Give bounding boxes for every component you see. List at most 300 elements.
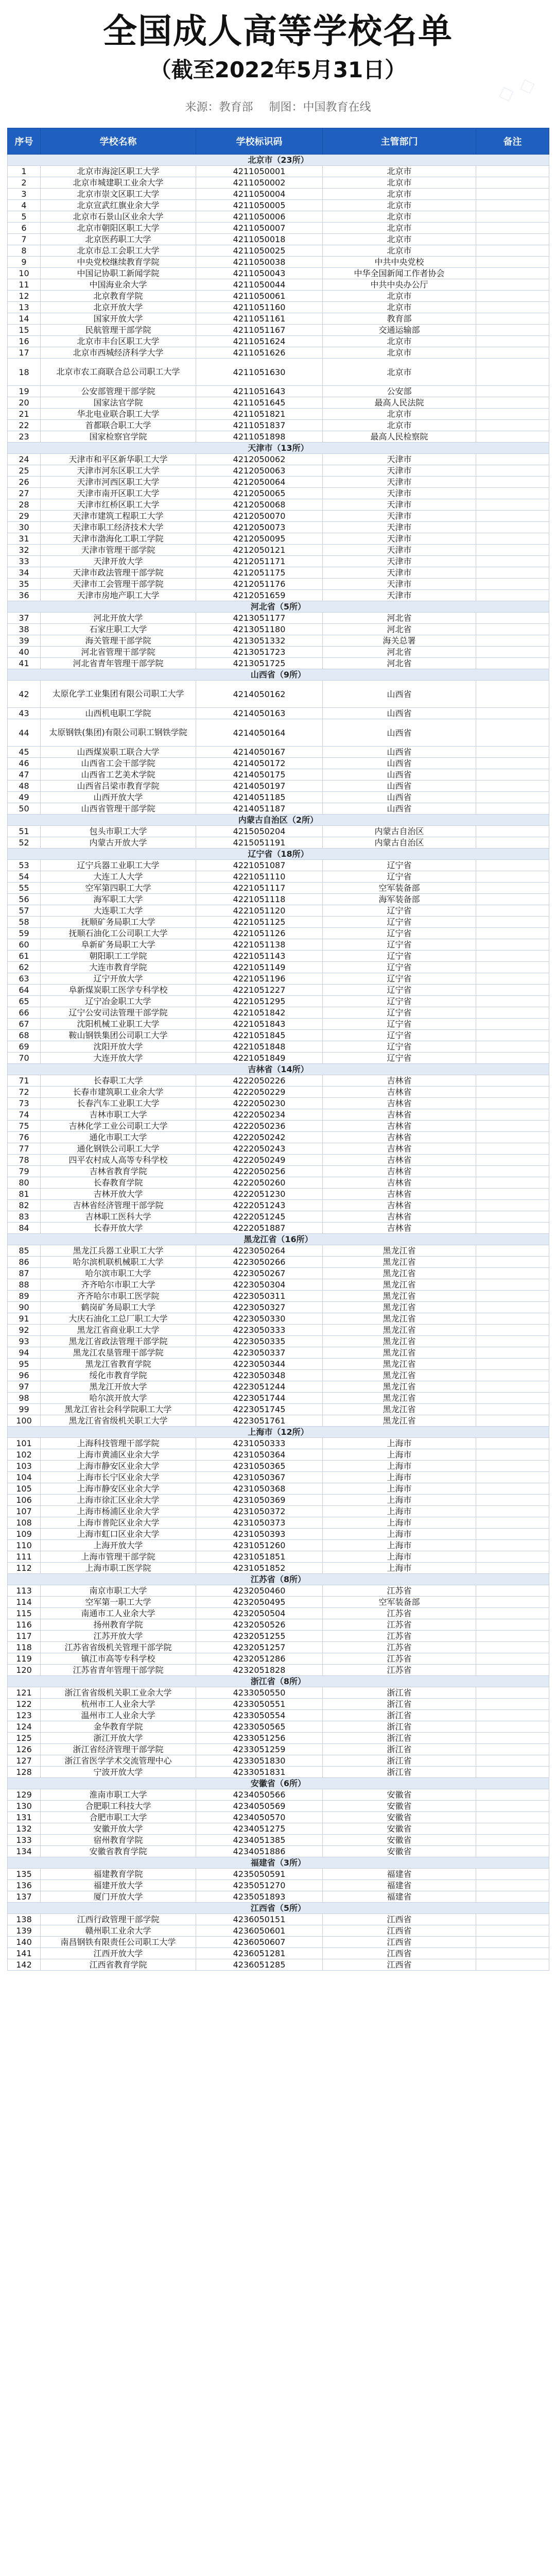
cell-remark [476,826,549,837]
cell-index: 118 [8,1642,41,1653]
table-row [8,905,549,917]
cell-department: 中共中央党校 [323,257,476,268]
cell-remark [476,681,549,708]
table-row [8,1007,549,1019]
cell-school-name: 鞍山钢铁集团公司职工大学 [41,1030,196,1041]
table-row [8,1291,549,1302]
cell-index: 88 [8,1279,41,1291]
table-row [8,1268,549,1279]
cell-remark [476,189,549,200]
cell-department: 天津市 [323,477,476,488]
table-row [8,499,549,511]
region-label: 江苏省（8所） [8,1574,549,1585]
table-row [8,1585,549,1597]
col-header-remark: 备注 [476,128,549,155]
cell-index: 46 [8,758,41,769]
cell-school-code: 4236050151 [196,1914,323,1925]
cell-school-name: 空军第一职工大学 [41,1597,196,1608]
cell-school-code: 4223050327 [196,1302,323,1313]
region-row [8,155,549,166]
cell-school-code: 4222050260 [196,1177,323,1189]
cell-school-name: 北京市城建职工业余大学 [41,177,196,189]
cell-school-code: 4223050311 [196,1291,323,1302]
cell-remark [476,1279,549,1291]
cell-index: 44 [8,719,41,747]
cell-index: 126 [8,1744,41,1755]
cell-index: 65 [8,996,41,1007]
cell-remark [476,302,549,313]
table-row [8,1223,549,1234]
cell-school-name: 上海市静安区业余大学 [41,1461,196,1472]
watermark: ◇ ◇ [494,71,538,107]
cell-remark [476,1869,549,1880]
cell-index: 48 [8,781,41,792]
cell-school-code: 4232050495 [196,1597,323,1608]
cell-department: 河北省 [323,647,476,658]
cell-index: 117 [8,1631,41,1642]
cell-index: 129 [8,1789,41,1801]
table-row [8,533,549,545]
cell-remark [476,1325,549,1336]
cell-school-name: 福建开放大学 [41,1880,196,1891]
cell-school-code: 4221051295 [196,996,323,1007]
cell-department: 辽宁省 [323,962,476,973]
cell-department: 辽宁省 [323,1030,476,1041]
cell-remark [476,1653,549,1665]
cell-index: 17 [8,347,41,359]
cell-remark [476,1755,549,1767]
cell-index: 32 [8,545,41,556]
cell-school-name: 天津市南开区职工大学 [41,488,196,499]
cell-remark [476,465,549,477]
cell-school-name: 黑龙江兵器工业职工大学 [41,1245,196,1257]
cell-department: 上海市 [323,1563,476,1574]
cell-school-code: 4235051893 [196,1891,323,1903]
cell-school-code: 4233051830 [196,1755,323,1767]
cell-school-code: 4212051171 [196,556,323,567]
cell-school-code: 4223050348 [196,1370,323,1381]
cell-school-name: 山西开放大学 [41,792,196,803]
region-label: 山西省（9所） [8,669,549,681]
cell-school-code: 4232051286 [196,1653,323,1665]
cell-index: 90 [8,1302,41,1313]
cell-index: 92 [8,1325,41,1336]
cell-school-code: 4214050162 [196,681,323,708]
table-row [8,1483,549,1495]
cell-school-name: 齐齐哈尔市职工大学 [41,1279,196,1291]
table-row [8,1597,549,1608]
cell-school-name: 浙江开放大学 [41,1733,196,1744]
table-row [8,359,549,386]
cell-school-name: 通化钢铁公司职工大学 [41,1143,196,1155]
cell-school-code: 4212051659 [196,590,323,601]
cell-school-name: 河北省管理干部学院 [41,647,196,658]
cell-school-name: 天津市和平区新华职工大学 [41,454,196,465]
cell-department: 天津市 [323,454,476,465]
cell-school-name: 福建教育学院 [41,1869,196,1880]
cell-department: 福建省 [323,1891,476,1903]
cell-remark [476,1585,549,1597]
cell-remark [476,499,549,511]
cell-school-code: 4221051842 [196,1007,323,1019]
cell-index: 54 [8,871,41,883]
cell-index: 42 [8,681,41,708]
cell-index: 101 [8,1438,41,1449]
region-label: 内蒙古自治区（2所） [8,815,549,826]
cell-department: 辽宁省 [323,985,476,996]
cell-index: 102 [8,1449,41,1461]
cell-index: 73 [8,1098,41,1109]
cell-department: 吉林省 [323,1200,476,1211]
cell-school-code: 4221051125 [196,917,323,928]
cell-school-code: 4211050044 [196,279,323,291]
cell-index: 30 [8,522,41,533]
cell-remark [476,177,549,189]
table-row [8,431,549,443]
cell-department: 辽宁省 [323,1053,476,1064]
cell-department: 吉林省 [323,1166,476,1177]
cell-school-code: 4214050175 [196,769,323,781]
cell-school-name: 黑龙江农垦管理干部学院 [41,1347,196,1359]
table-row [8,279,549,291]
cell-index: 95 [8,1359,41,1370]
source-label: 来源：教育部 [185,101,253,114]
cell-remark [476,1948,549,1959]
cell-school-code: 4212050065 [196,488,323,499]
cell-school-code: 4212051175 [196,567,323,579]
table-row [8,1461,549,1472]
cell-school-code: 4214051185 [196,792,323,803]
cell-department: 北京市 [323,359,476,386]
cell-index: 74 [8,1109,41,1121]
cell-index: 138 [8,1914,41,1925]
table-row [8,1755,549,1767]
region-row [8,1676,549,1687]
cell-school-name: 上海市长宁区业余大学 [41,1472,196,1483]
table-row [8,1313,549,1325]
cell-school-code: 4215050204 [196,826,323,837]
cell-school-code: 4231050393 [196,1529,323,1540]
table-row [8,1019,549,1030]
cell-school-name: 江苏开放大学 [41,1631,196,1642]
cell-index: 55 [8,883,41,894]
cell-department: 天津市 [323,499,476,511]
table-row [8,894,549,905]
cell-department: 浙江省 [323,1767,476,1778]
cell-school-name: 江苏省青年管理干部学院 [41,1665,196,1676]
cell-department: 江苏省 [323,1653,476,1665]
region-row [8,815,549,826]
cell-remark [476,522,549,533]
cell-school-code: 4211050006 [196,211,323,223]
cell-index: 25 [8,465,41,477]
cell-school-code: 4211050018 [196,234,323,245]
cell-school-name: 天津市建筑工程职工大学 [41,511,196,522]
cell-index: 136 [8,1880,41,1891]
cell-remark [476,917,549,928]
table-row [8,1438,549,1449]
cell-school-code: 4232050460 [196,1585,323,1597]
cell-school-name: 山西省工会干部学院 [41,758,196,769]
cell-remark [476,1211,549,1223]
school-table [7,128,549,1971]
cell-remark [476,1177,549,1189]
cell-index: 114 [8,1597,41,1608]
cell-school-name: 天津市红桥区职工大学 [41,499,196,511]
cell-index: 56 [8,894,41,905]
table-row [8,420,549,431]
cell-department: 上海市 [323,1461,476,1472]
cell-index: 66 [8,1007,41,1019]
cell-index: 77 [8,1143,41,1155]
cell-school-code: 4222050236 [196,1121,323,1132]
cell-remark [476,488,549,499]
cell-school-code: 4221051120 [196,905,323,917]
table-row [8,1370,549,1381]
cell-school-name: 北京市丰台区职工大学 [41,336,196,347]
cell-school-code: 4222051887 [196,1223,323,1234]
cell-school-name: 浙江省经济管理干部学院 [41,1744,196,1755]
cell-department: 交通运输部 [323,325,476,336]
region-row [8,1903,549,1914]
cell-school-name: 北京市西城经济科学大学 [41,347,196,359]
col-header-dept: 主管部门 [323,128,476,155]
table-row [8,883,549,894]
cell-school-code: 4221051196 [196,973,323,985]
cell-school-name: 大庆石油化工总厂职工大学 [41,1313,196,1325]
cell-index: 140 [8,1937,41,1948]
cell-school-name: 北京宣武红旗业余大学 [41,200,196,211]
cell-school-name: 哈尔滨开放大学 [41,1393,196,1404]
cell-remark [476,1223,549,1234]
cell-department: 天津市 [323,533,476,545]
cell-department: 吉林省 [323,1121,476,1132]
table-row [8,758,549,769]
cell-school-code: 4211050007 [196,223,323,234]
cell-school-code: 4211050043 [196,268,323,279]
cell-department: 天津市 [323,579,476,590]
cell-remark [476,1257,549,1268]
cell-remark [476,1166,549,1177]
cell-index: 80 [8,1177,41,1189]
cell-index: 31 [8,533,41,545]
cell-school-name: 包头市职工大学 [41,826,196,837]
cell-index: 1 [8,166,41,177]
table-row [8,1846,549,1857]
cell-remark [476,1835,549,1846]
cell-department: 北京市 [323,223,476,234]
cell-remark [476,719,549,747]
table-row [8,1166,549,1177]
cell-school-code: 4222050229 [196,1087,323,1098]
cell-school-name: 天津市管理干部学院 [41,545,196,556]
table-row [8,454,549,465]
cell-school-code: 4222051243 [196,1200,323,1211]
cell-school-code: 4221051227 [196,985,323,996]
cell-remark [476,234,549,245]
cell-remark [476,1597,549,1608]
cell-department: 上海市 [323,1449,476,1461]
cell-index: 103 [8,1461,41,1472]
table-row [8,860,549,871]
cell-index: 4 [8,200,41,211]
cell-remark [476,409,549,420]
cell-school-name: 天津市房地产职工大学 [41,590,196,601]
table-row [8,792,549,803]
region-row [8,443,549,454]
table-row [8,1937,549,1948]
cell-index: 111 [8,1551,41,1563]
table-row [8,189,549,200]
cell-department: 北京市 [323,211,476,223]
cell-department: 吉林省 [323,1098,476,1109]
cell-school-code: 4231051260 [196,1540,323,1551]
cell-index: 70 [8,1053,41,1064]
cell-department: 北京市 [323,177,476,189]
cell-index: 107 [8,1506,41,1517]
cell-index: 43 [8,708,41,719]
table-body [8,155,549,1971]
cell-index: 22 [8,420,41,431]
cell-department: 北京市 [323,302,476,313]
table-row [8,397,549,409]
cell-department: 浙江省 [323,1733,476,1744]
cell-remark [476,1529,549,1540]
cell-index: 109 [8,1529,41,1540]
cell-remark [476,894,549,905]
cell-department: 江苏省 [323,1665,476,1676]
table-row [8,1449,549,1461]
cell-school-name: 黑龙江开放大学 [41,1381,196,1393]
cell-school-code: 4232050504 [196,1608,323,1619]
cell-school-name: 北京市总工会职工大学 [41,245,196,257]
cell-index: 14 [8,313,41,325]
cell-department: 辽宁省 [323,939,476,951]
cell-remark [476,985,549,996]
cell-school-name: 杭州市工人业余大学 [41,1699,196,1710]
cell-school-name: 天津市工会管理干部学院 [41,579,196,590]
cell-department: 福建省 [323,1880,476,1891]
cell-department: 天津市 [323,511,476,522]
cell-school-name: 辽宁兵器工业职工大学 [41,860,196,871]
table-row [8,1109,549,1121]
cell-index: 130 [8,1801,41,1812]
cell-department: 上海市 [323,1551,476,1563]
table-row [8,1551,549,1563]
cell-school-name: 镇江市高等专科学校 [41,1653,196,1665]
cell-school-code: 4232050526 [196,1619,323,1631]
cell-school-code: 4211051837 [196,420,323,431]
cell-school-name: 山西煤炭职工联合大学 [41,747,196,758]
cell-school-code: 4223050304 [196,1279,323,1291]
table-row [8,1767,549,1778]
cell-department: 江苏省 [323,1619,476,1631]
cell-school-name: 吉林开放大学 [41,1189,196,1200]
cell-index: 29 [8,511,41,522]
cell-remark [476,792,549,803]
cell-school-name: 南昌钢铁有限责任公司职工大学 [41,1937,196,1948]
cell-school-code: 4233051256 [196,1733,323,1744]
table-row [8,1925,549,1937]
cell-remark [476,166,549,177]
cell-index: 60 [8,939,41,951]
cell-school-name: 淮南市职工大学 [41,1789,196,1801]
table-row [8,1121,549,1132]
cell-remark [476,223,549,234]
cell-remark [476,1891,549,1903]
cell-index: 97 [8,1381,41,1393]
table-row [8,1653,549,1665]
cell-school-code: 4211050002 [196,177,323,189]
table-row [8,1087,549,1098]
cell-department: 黑龙江省 [323,1279,476,1291]
cell-remark [476,647,549,658]
cell-department: 福建省 [323,1869,476,1880]
cell-school-name: 上海市静安区业余大学 [41,1483,196,1495]
table-row [8,1789,549,1801]
table-row [8,647,549,658]
cell-department: 天津市 [323,488,476,499]
cell-school-code: 4221051149 [196,962,323,973]
cell-department: 辽宁省 [323,996,476,1007]
cell-school-name: 国家检察官学院 [41,431,196,443]
table-row [8,1948,549,1959]
cell-school-name: 华北电业联合职工大学 [41,409,196,420]
cell-department: 上海市 [323,1540,476,1551]
cell-department: 辽宁省 [323,1041,476,1053]
cell-index: 35 [8,579,41,590]
col-header-code: 学校标识码 [196,128,323,155]
table-row [8,1495,549,1506]
cell-index: 41 [8,658,41,669]
table-row [8,1098,549,1109]
cell-index: 59 [8,928,41,939]
cell-index: 131 [8,1812,41,1823]
cell-school-name: 长春市建筑职工业余大学 [41,1087,196,1098]
cell-school-code: 4221051138 [196,939,323,951]
cell-school-code: 4222050230 [196,1098,323,1109]
cell-index: 26 [8,477,41,488]
region-row [8,1427,549,1438]
cell-school-code: 4223050330 [196,1313,323,1325]
cell-school-code: 4212050121 [196,545,323,556]
cell-index: 16 [8,336,41,347]
table-row [8,313,549,325]
table-row [8,325,549,336]
cell-department: 山西省 [323,769,476,781]
cell-remark [476,1789,549,1801]
cell-school-code: 4222050226 [196,1075,323,1087]
table-row [8,234,549,245]
cell-index: 76 [8,1132,41,1143]
cell-index: 34 [8,567,41,579]
cell-school-name: 太原化学工业集团有限公司职工大学 [41,681,196,708]
table-row [8,837,549,849]
table-row [8,511,549,522]
cell-index: 113 [8,1585,41,1597]
cell-department: 北京市 [323,166,476,177]
table-row [8,917,549,928]
cell-school-code: 4211051161 [196,313,323,325]
cell-school-name: 首都联合职工大学 [41,420,196,431]
cell-school-code: 4234051385 [196,1835,323,1846]
cell-department: 浙江省 [323,1699,476,1710]
cell-school-name: 天津市河东区职工大学 [41,465,196,477]
table-row [8,1393,549,1404]
cell-school-code: 4211050005 [196,200,323,211]
cell-remark [476,325,549,336]
cell-index: 67 [8,1019,41,1030]
